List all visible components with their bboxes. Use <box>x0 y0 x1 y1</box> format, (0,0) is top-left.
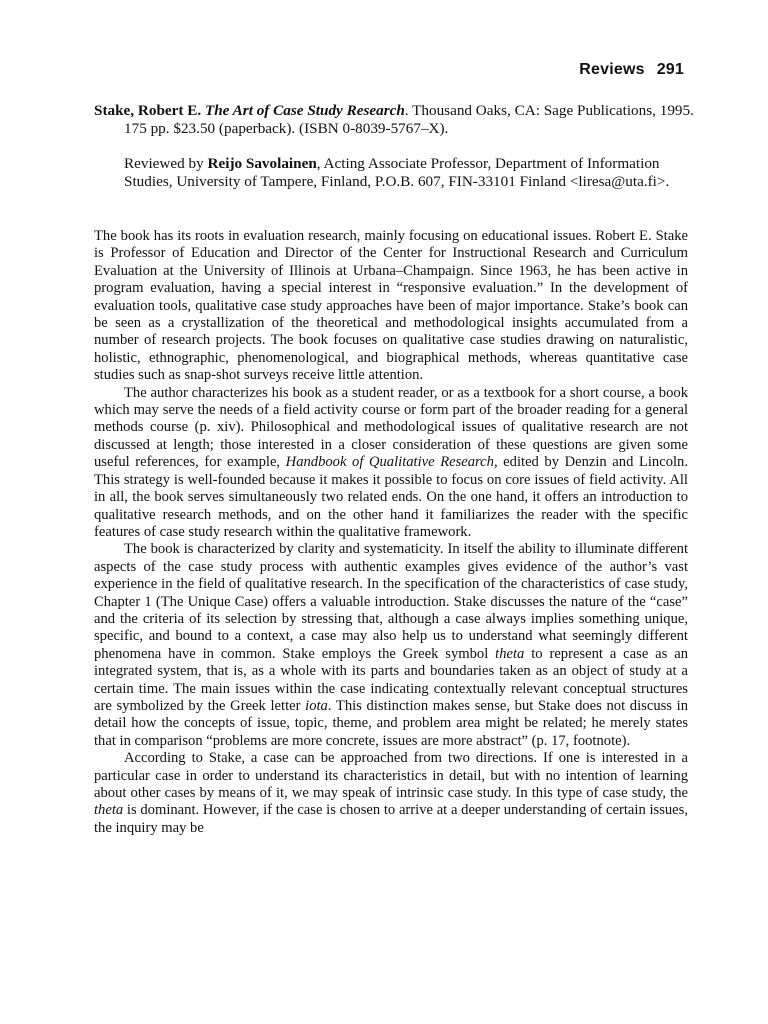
paragraph-2: The author characterizes his book as a student reader, or as a textbook for a short course, a book which may serve the needs of a field activity course or form part of the broader reading for a general methods course (p. xiv). Philosophical and methodological issues of qualitative research are not discussed at length; those interested in a closer consideration of these questions are given some useful references, for example, Handbook of Qualitative Research, edited by Denzin and Lincoln. This strategy is well-founded because it makes it possible to focus on core issues of field activity. All in all, the book serves simultaneously two related ends. On the one hand, it offers an introduction to qualitative research methods, and on the other hand it familiarizes the reader with the specific features of case study research within the qualitative framework. <box>94 384 688 540</box>
reviewer-prefix: Reviewed by <box>124 155 208 172</box>
running-head <box>579 61 684 79</box>
book-title: The Art of Case Study Research <box>204 102 405 119</box>
term-theta: theta <box>495 645 525 662</box>
term-theta-2: theta <box>94 802 124 819</box>
book-citation <box>94 102 718 138</box>
reviewer-name: Reijo Savolainen <box>207 155 317 172</box>
review-body <box>94 228 688 837</box>
reviewer-info <box>124 155 689 191</box>
section-title: Reviews <box>579 61 645 78</box>
paragraph-4: According to Stake, a case can be approached from two directions. If one is interested in a particular case in order to understand its characteristics in detail, but with no intention of learning about other cases by means of it, we may speak of intrinsic case study. In this type of case study, the theta is dominant. However, if the case is chosen to arrive at a deeper understanding of certain issues, the inquiry may be <box>94 750 688 836</box>
book-details: . Thousand Oaks, CA: Sage Publications, 1995. 175 pp. $23.50 (paperback). (ISBN 0-8039-5767–X). <box>124 102 694 137</box>
cited-handbook-title: Handbook of Qualitative Research, <box>285 454 498 471</box>
paragraph-1: The book has its roots in evaluation research, mainly focusing on educational issues. Robert E. Stake is Professor of Education and Director of the Center for Instructional Research and Curriculum Evaluation at the University of Illinois at Urbana–Champaign. Since 1963, he has been active in program evaluation, having a special interest in “responsive evaluation.” In the development of evaluation tools, qualitative case study approaches have been of major importance. Stake’s book can be seen as a crystallization of the theoretical and methodological insights accumulated from a number of research projects. The book focuses on qualitative case studies drawing on naturalistic, holistic, ethnographic, phenomenological, and biographical methods, whereas quantitative case studies such as snap-shot surveys receive little attention. <box>94 228 688 384</box>
term-iota: iota <box>305 697 328 714</box>
paragraph-3: The book is characterized by clarity and systematicity. In itself the ability to illuminate different aspects of the case study process with authentic examples gives evidence of the author’s vast experience in the field of qualitative research. In the specification of the characteristics of case study, Chapter 1 (The Unique Case) offers a valuable introduction. Stake discusses the nature of the “case” and the criteria of its selection by stressing that, although a case always implies something unique, specific, and bound to a context, a case may also help us to understand what seemingly different phenomena have in common. Stake employs the Greek symbol theta to represent a case as an integrated system, that is, as a whole with its parts and boundaries taken as an object of study at a certain time. The main issues within the case indicating contextually relevant conceptual structures are symbolized by the Greek letter iota. This distinction makes sense, but Stake does not discuss in detail how the concepts of issue, topic, theme, and problem area might be related; he merely states that in comparison “problems are more concrete, issues are more abstract” (p. 17, footnote). <box>94 541 688 749</box>
book-author: Stake, Robert E. <box>94 102 202 119</box>
reviewer-details: , Acting Associate Professor, Department of Information Studies, University of Tampere, Finland, P.O.B. 607, FIN-33101 Finland <liresa@uta.fi>. <box>124 155 670 190</box>
page-number: 291 <box>656 61 684 78</box>
